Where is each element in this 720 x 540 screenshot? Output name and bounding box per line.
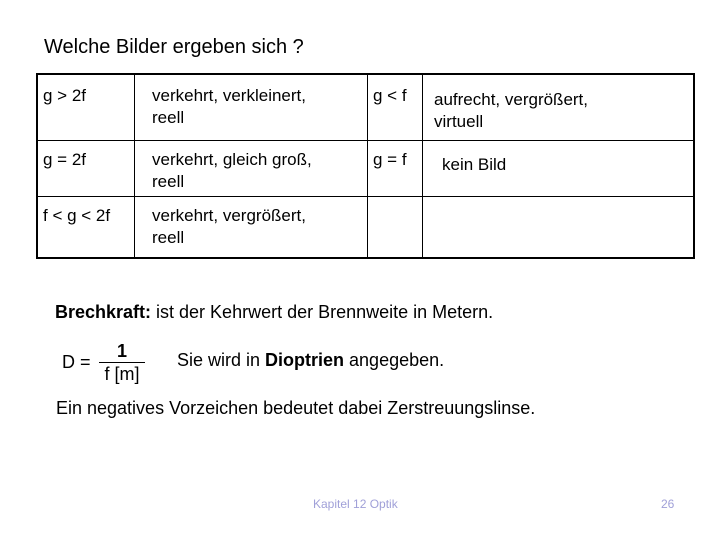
negative-sign-note: Ein negatives Vorzeichen bedeutet dabei Zerstreuungslinse. bbox=[56, 398, 536, 418]
page-number: 26 bbox=[661, 497, 675, 511]
unit-text-post: angegeben. bbox=[344, 350, 445, 370]
brechkraft-text: ist der Kehrwert der Brennweite in Metern. bbox=[151, 302, 494, 322]
result-line: reell bbox=[152, 228, 185, 247]
result-cell bbox=[434, 89, 588, 133]
result-cell bbox=[152, 85, 306, 129]
table-divider bbox=[367, 75, 368, 257]
footer-text: Kapitel 12 Optik bbox=[313, 497, 398, 511]
formula-denominator: f [m] bbox=[104, 364, 140, 384]
condition-cell: g < f bbox=[373, 86, 407, 105]
condition-cell: f < g < 2f bbox=[43, 206, 111, 225]
condition-cell: g > 2f bbox=[43, 86, 87, 105]
result-cell bbox=[152, 205, 306, 249]
table-divider bbox=[422, 75, 423, 257]
brechkraft-definition bbox=[55, 302, 493, 323]
condition-cell: g = f bbox=[373, 150, 407, 169]
image-table bbox=[36, 73, 695, 259]
condition-cell: g = 2f bbox=[43, 150, 87, 169]
formula-numerator: 1 bbox=[116, 341, 127, 361]
result-cell bbox=[152, 149, 312, 193]
table-divider bbox=[134, 75, 135, 257]
unit-sentence bbox=[177, 350, 444, 371]
brechkraft-label: Brechkraft: bbox=[55, 302, 152, 322]
result-line: verkehrt, gleich groß, bbox=[152, 150, 312, 169]
formula-lhs: D = bbox=[62, 352, 91, 372]
formula-fraction bbox=[99, 340, 145, 385]
table-divider bbox=[38, 196, 693, 197]
result-line: reell bbox=[152, 172, 185, 191]
result-line: verkehrt, verkleinert, bbox=[152, 86, 306, 105]
result-line: verkehrt, vergrößert, bbox=[152, 206, 306, 225]
unit-text-bold: Dioptrien bbox=[265, 350, 345, 370]
result-line: aufrecht, vergrößert, bbox=[434, 90, 589, 109]
slide-title: Welche Bilder ergeben sich ? bbox=[44, 36, 304, 58]
result-line: virtuell bbox=[434, 112, 484, 131]
unit-text-pre: Sie wird in bbox=[177, 350, 266, 370]
result-line: reell bbox=[152, 108, 185, 127]
table-divider bbox=[38, 140, 693, 141]
result-cell: kein Bild bbox=[442, 155, 507, 174]
